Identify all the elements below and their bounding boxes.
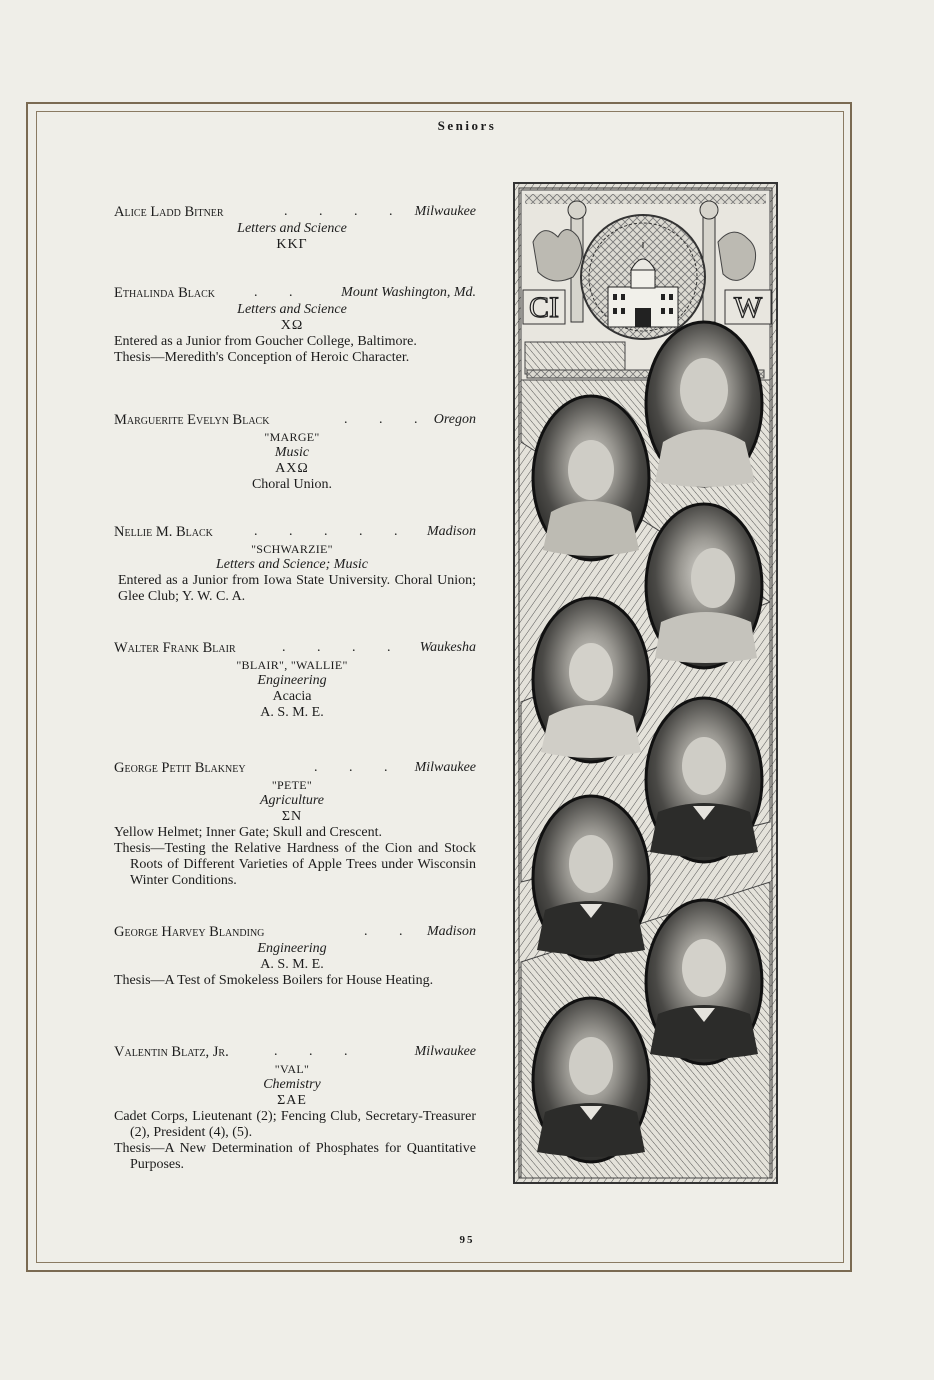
senior-entry: Nellie M. Black . . . . . Madison "SCHWARZIE" Letters and Science; Music Entered as a Junior from Iowa State University. Choral Union; Glee Club; Y. W. C. A. — [114, 524, 476, 604]
portrait-3 — [646, 504, 762, 668]
monogram-right: W — [733, 291, 763, 324]
senior-fraternity: ΣΝ — [281, 809, 303, 824]
senior-hometown: Madison — [427, 924, 476, 939]
photo-collage — [513, 182, 778, 1184]
senior-course: Letters and Science — [237, 221, 347, 236]
senior-course: Letters and Science — [237, 302, 347, 317]
senior-hometown: Milwaukee — [414, 204, 476, 219]
senior-hometown: Mount Washington, Md. — [341, 285, 476, 300]
senior-hometown: Waukesha — [419, 640, 476, 655]
senior-thesis: Thesis—A New Determination of Phosphates for Quantitative Purposes. — [114, 1141, 476, 1172]
senior-fraternity: Acacia — [272, 689, 312, 704]
senior-activity: Choral Union. — [251, 477, 333, 492]
page-number: 95 — [459, 1234, 475, 1246]
senior-course: Chemistry — [263, 1077, 321, 1092]
senior-course: Music — [274, 445, 310, 460]
senior-nickname: "MARGE" — [264, 430, 320, 444]
portrait-1 — [646, 322, 762, 487]
senior-note: Entered as a Junior from Goucher College, Baltimore. — [114, 334, 417, 349]
senior-thesis: Thesis—A Test of Smokeless Boilers for House Heating. — [114, 973, 434, 988]
senior-nickname: "SCHWARZIE" — [251, 542, 333, 556]
senior-nickname: "PETE" — [271, 778, 313, 792]
senior-entry: Walter Frank Blair . . . . Waukesha "BLAIR", "WALLIE" Engineering Acacia A. S. M. E. — [114, 640, 476, 720]
senior-nickname: "VAL" — [274, 1062, 310, 1076]
senior-entry: Ethalinda Black . . Mount Washington, Md. Letters and Science ΧΩ Entered as a Junior from Goucher College, Baltimore. Thesis—Meredith's Conception of Heroic Character. — [114, 285, 476, 365]
portrait-5 — [646, 698, 762, 862]
senior-name: Alice Ladd Bitner — [114, 204, 224, 220]
portrait-6 — [533, 796, 649, 960]
senior-activities: Yellow Helmet; Inner Gate; Skull and Crescent. — [114, 825, 383, 840]
senior-fraternity: ΣΑΕ — [277, 1093, 307, 1108]
portrait-4 — [533, 598, 649, 762]
senior-fraternity: ΚΚΓ — [276, 237, 308, 252]
senior-nickname: "BLAIR", "WALLIE" — [236, 658, 348, 672]
senior-course: Engineering — [257, 673, 327, 688]
senior-entry: Marguerite Evelyn Black . . . Oregon "MARGE" Music ΑΧΩ Choral Union. — [114, 412, 476, 492]
senior-name: Marguerite Evelyn Black — [114, 412, 270, 428]
senior-name: Walter Frank Blair — [114, 640, 236, 656]
senior-entry: George Harvey Blanding . . Madison Engineering A. S. M. E. Thesis—A Test of Smokeless Boilers for House Heating. — [114, 924, 476, 988]
senior-name: Valentin Blatz, Jr. — [114, 1044, 229, 1060]
senior-thesis: Thesis—Meredith's Conception of Heroic Character. — [114, 350, 410, 365]
senior-hometown: Milwaukee — [414, 1044, 476, 1059]
senior-course: Engineering — [257, 941, 327, 956]
senior-activity: A. S. M. E. — [260, 705, 324, 720]
senior-hometown: Oregon — [433, 412, 476, 427]
senior-hometown: Milwaukee — [414, 760, 476, 775]
senior-fraternity: A. S. M. E. — [260, 957, 324, 972]
senior-name: Nellie M. Black — [114, 524, 213, 540]
senior-hometown: Madison — [427, 524, 476, 539]
senior-course: Agriculture — [259, 793, 325, 808]
senior-entry: Valentin Blatz, Jr. . . . Milwaukee "VAL" Chemistry ΣΑΕ Cadet Corps, Lieutenant (2); Fencing Club, Secretary-Treasurer (2), President (4), (5). Thesis—A New Determination of Phosphates for Quantitative Purposes. — [114, 1044, 476, 1172]
senior-activities: Cadet Corps, Lieutenant (2); Fencing Club, Secretary-Treasurer (2), President (4), (5). — [114, 1109, 476, 1140]
senior-name: George Petit Blakney — [114, 760, 246, 776]
senior-note: Entered as a Junior from Iowa State University. Choral Union; Glee Club; Y. W. C. A. — [118, 573, 476, 604]
senior-entry: George Petit Blakney . . . Milwaukee "PETE" Agriculture ΣΝ Yellow Helmet; Inner Gate; Skull and Crescent. Thesis—Testing the Relative Hardness of the Cion and Stock Roots of Different Varieties of Apple Trees under Wisconsin Winter Conditions. — [114, 760, 476, 888]
senior-course: Letters and Science; Music — [215, 557, 368, 572]
senior-name: George Harvey Blanding — [114, 924, 265, 940]
senior-fraternity: ΑΧΩ — [275, 461, 309, 476]
senior-entry: Alice Ladd Bitner . . . . Milwaukee Letters and Science ΚΚΓ — [114, 204, 476, 252]
page-header: Seniors — [437, 118, 497, 133]
senior-thesis: Thesis—Testing the Relative Hardness of the Cion and Stock Roots of Different Varieties of Apple Trees under Wisconsin Winter Conditions. — [114, 841, 476, 888]
senior-fraternity: ΧΩ — [280, 318, 304, 333]
monogram-left: CI — [529, 291, 559, 324]
portrait-8 — [533, 998, 649, 1162]
portrait-7 — [646, 900, 762, 1064]
senior-name: Ethalinda Black — [114, 285, 216, 301]
portrait-2 — [533, 396, 649, 560]
